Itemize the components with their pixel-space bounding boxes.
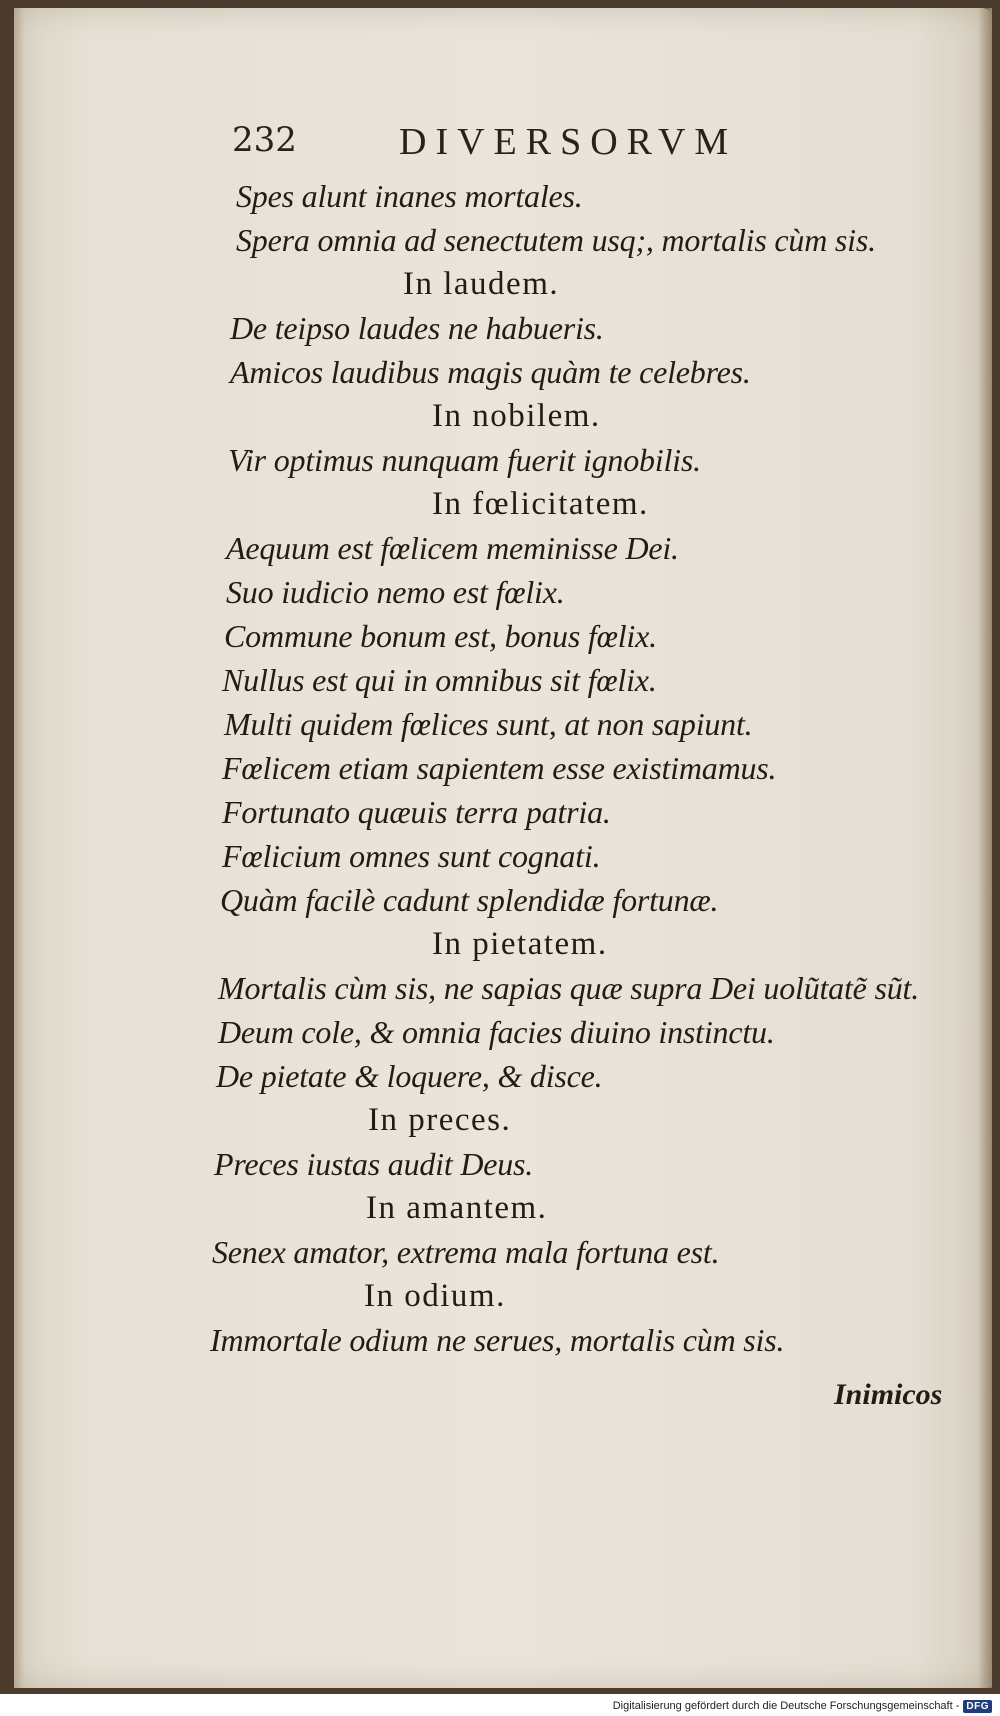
dfg-logo-icon: DFG: [963, 1700, 992, 1713]
section-heading: In nobilem.: [432, 398, 601, 434]
text-line: Fœlicium omnes sunt cognati.: [222, 838, 601, 874]
section-heading: In odium.: [364, 1278, 506, 1314]
text-line: Spera omnia ad senectutem usq;, mortalis cùm sis.: [236, 222, 876, 258]
text-line: Immortale odium ne serues, mortalis cùm sis.: [210, 1322, 785, 1358]
text-line: Preces iustas audit Deus.: [214, 1146, 534, 1182]
text-line: Multi quidem fœlices sunt, at non sapiunt.: [224, 706, 753, 742]
section-heading: In amantem.: [366, 1190, 548, 1226]
text-line: Mortalis cùm sis, ne sapias quæ supra Dei uolũtatẽ sũt.: [218, 970, 920, 1006]
text-line: De pietate & loquere, & disce.: [216, 1058, 603, 1094]
page-header: [14, 120, 992, 170]
running-head: DIVERSORVM: [399, 121, 738, 163]
section-heading: In pietatem.: [432, 926, 608, 962]
credit-text: Digitalisierung gefördert durch die Deutsche Forschungsgemeinschaft -: [612, 1700, 960, 1712]
text-line: Commune bonum est, bonus fœlix.: [224, 618, 657, 654]
text-line: Amicos laudibus magis quàm te celebres.: [230, 354, 751, 390]
book-page: [14, 8, 992, 1688]
section-heading: In laudem.: [403, 266, 560, 302]
text-line: De teipso laudes ne habueris.: [230, 310, 604, 346]
section-heading: In fœlicitatem.: [432, 486, 649, 522]
page-number: 232: [232, 120, 297, 160]
section-heading: In preces.: [368, 1102, 512, 1138]
text-line: Aequum est fœlicem meminisse Dei.: [226, 530, 679, 566]
text-line: Fortunato quæuis terra patria.: [222, 794, 611, 830]
text-block: [14, 174, 992, 1362]
text-line: Senex amator, extrema mala fortuna est.: [212, 1234, 720, 1270]
text-line: Vir optimus nunquam fuerit ignobilis.: [228, 442, 701, 478]
text-line: Suo iudicio nemo est fœlix.: [226, 574, 565, 610]
text-line: Quàm facilè cadunt splendidæ fortunæ.: [220, 882, 719, 918]
text-line: Nullus est qui in omnibus sit fœlix.: [222, 662, 657, 698]
catchword: Inimicos: [834, 1378, 943, 1411]
text-line: Spes alunt inanes mortales.: [236, 178, 583, 214]
text-line: Fœlicem etiam sapientem esse existimamus.: [222, 750, 777, 786]
digitization-credit: [613, 1698, 992, 1714]
text-line: Deum cole, & omnia facies diuino instinctu.: [218, 1014, 775, 1050]
